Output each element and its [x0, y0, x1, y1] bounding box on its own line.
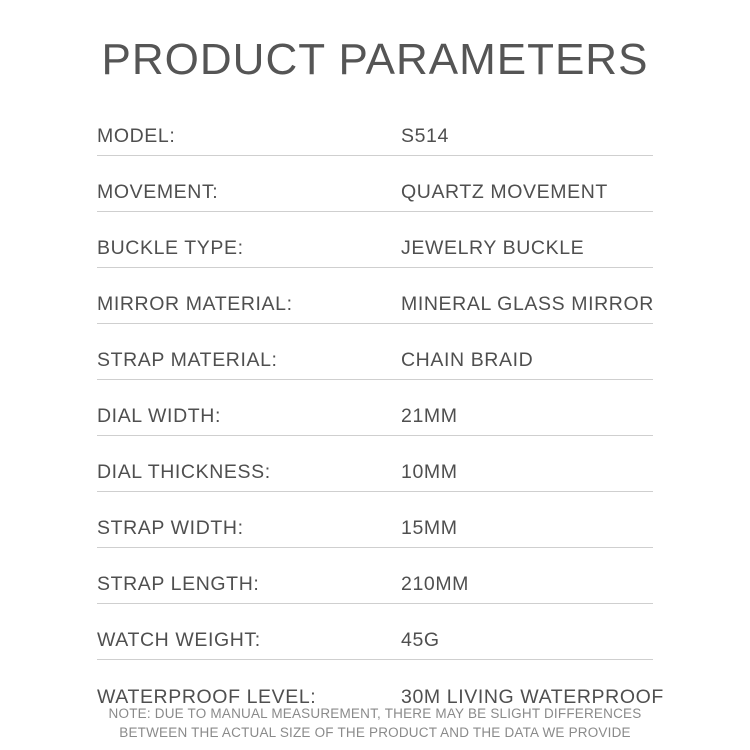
parameters-table — [97, 100, 664, 716]
param-value: 10MM — [401, 461, 458, 483]
param-value: S514 — [401, 125, 449, 147]
param-value: 15MM — [401, 517, 458, 539]
param-row-strap-length — [97, 548, 653, 604]
note-line-2: BETWEEN THE ACTUAL SIZE OF THE PRODUCT AND THE DATA WE PROVIDE — [119, 725, 631, 740]
param-value: 30M LIVING WATERPROOF — [401, 686, 664, 708]
param-label: STRAP MATERIAL: — [97, 349, 278, 371]
param-row-dial-thickness — [97, 436, 653, 492]
param-value: QUARTZ MOVEMENT — [401, 181, 608, 203]
note-line-1: NOTE: DUE TO MANUAL MEASUREMENT, THERE MAY BE SLIGHT DIFFERENCES — [108, 706, 642, 721]
param-label: MODEL: — [97, 125, 176, 147]
param-value: 21MM — [401, 405, 458, 427]
param-row-dial-width — [97, 380, 653, 436]
param-label: DIAL WIDTH: — [97, 405, 221, 427]
param-row-mirror-material — [97, 268, 653, 324]
param-row-strap-width — [97, 492, 653, 548]
param-row-movement — [97, 156, 653, 212]
param-label: MIRROR MATERIAL: — [97, 293, 293, 315]
param-label: WATCH WEIGHT: — [97, 629, 261, 651]
param-label: DIAL THICKNESS: — [97, 461, 271, 483]
param-label: STRAP WIDTH: — [97, 517, 244, 539]
param-row-model — [97, 100, 653, 156]
param-label: MOVEMENT: — [97, 181, 219, 203]
param-value: JEWELRY BUCKLE — [401, 237, 585, 259]
param-value: CHAIN BRAID — [401, 349, 534, 371]
param-label: STRAP LENGTH: — [97, 573, 260, 595]
param-row-watch-weight — [97, 604, 653, 660]
param-value: 45G — [401, 629, 440, 651]
measurement-note — [0, 704, 750, 742]
param-row-strap-material — [97, 324, 653, 380]
param-label: WATERPROOF LEVEL: — [97, 686, 317, 708]
param-row-buckle-type — [97, 212, 653, 268]
param-value: MINERAL GLASS MIRROR — [401, 293, 654, 315]
param-label: BUCKLE TYPE: — [97, 237, 244, 259]
param-value: 210MM — [401, 573, 470, 595]
page-title: PRODUCT PARAMETERS — [101, 35, 649, 84]
